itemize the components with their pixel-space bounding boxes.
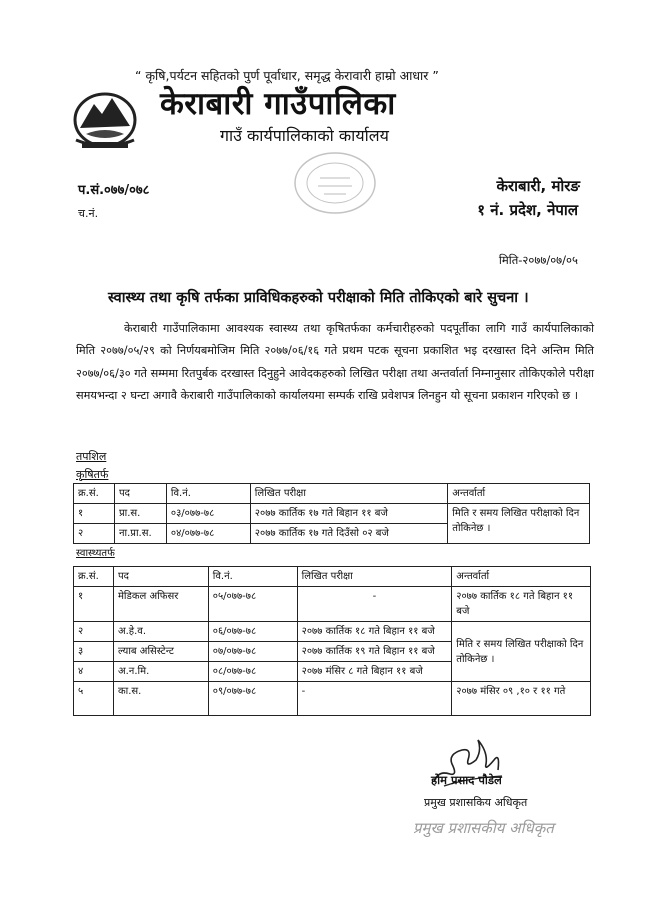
cell-interview: मिति र समय लिखित परीक्षाको दिन तोकिनेछ ।	[452, 622, 591, 682]
col-header-written-exam: लिखित परीक्षा	[250, 484, 447, 504]
table-row	[74, 622, 591, 642]
cell-ad-no: ०५/०७७-७८	[208, 587, 297, 622]
cell-sn: ३	[74, 642, 114, 662]
cell-written-exam: २०७७ कार्तिक १९ गते बिहान ११ बजे	[297, 642, 452, 662]
office-stamp-icon	[290, 148, 380, 218]
col-header-post: पद	[114, 484, 166, 504]
cell-sn: ५	[74, 682, 114, 716]
cell-written-exam: -	[297, 682, 452, 716]
agriculture-section-label: कृषितर्फ	[76, 468, 109, 481]
col-header-written-exam: लिखित परीक्षा	[297, 567, 452, 587]
table-header-row	[74, 484, 590, 504]
col-header-interview: अन्तर्वार्ता	[452, 567, 591, 587]
notice-heading: स्वास्थ्य तथा कृषि तर्फका प्राविधिकहरुको परीक्षाको मिति तोकिएको बारे सुचना ।	[108, 290, 529, 306]
province-label: १ नं. प्रदेश, नेपाल	[477, 201, 578, 219]
cell-interview: मिति र समय लिखित परीक्षाको दिन तोकिनेछ ।	[448, 504, 590, 544]
col-header-ad-no: वि.नं.	[208, 567, 297, 587]
cell-post: अ.हे.व.	[113, 622, 208, 642]
col-header-sn: क्र.सं.	[74, 484, 115, 504]
table-row	[74, 587, 591, 622]
motto: “ कृषि,पर्यटन सहितको पुर्ण पूर्वाधार, समृद्ध केरावारी हाम्रो आधार ”	[135, 68, 439, 83]
page-title: केराबारी गाउँपालिका	[160, 86, 396, 122]
cell-written-exam: २०७७ कार्तिक १८ गते बिहान ११ बजे	[297, 622, 452, 642]
col-header-interview: अन्तर्वार्ता	[448, 484, 590, 504]
table-row	[74, 682, 591, 716]
agriculture-table	[73, 483, 590, 544]
notice-date: मिति-२०७७/०७/०५	[498, 253, 578, 267]
cell-written-exam: -	[297, 587, 452, 622]
col-header-sn: क्र.सं.	[74, 567, 114, 587]
signer-name: होम प्रसाद पौडेल	[431, 773, 502, 787]
signer-designation: प्रमुख प्रशासकिय अधिकृत	[424, 796, 528, 809]
reference-number: प.सं.०७७/०७८	[78, 183, 150, 198]
cell-post: का.स.	[113, 682, 208, 716]
cell-interview: २०७७ मंसिर ०९ ,१० र ११ गते	[452, 682, 591, 716]
table-header-row	[74, 567, 591, 587]
notice-body	[76, 318, 594, 408]
details-label: तपशिल	[76, 450, 107, 463]
cell-post: ना.प्रा.स.	[114, 524, 166, 544]
cell-sn: १	[74, 587, 114, 622]
health-section-label: स्वास्थ्यतर्फ	[76, 548, 115, 559]
cell-written-exam: २०७७ कार्तिक १७ गते बिहान ११ बजे	[250, 504, 447, 524]
cell-written-exam: २०७७ मंसिर ८ गते बिहान ११ बजे	[297, 662, 452, 682]
designation-stamp: प्रमुख प्रशासकीय अधिकृत	[413, 819, 554, 837]
cell-ad-no: ०७/०७७-७८	[208, 642, 297, 662]
cell-ad-no: ०९/०७७-७८	[208, 682, 297, 716]
office-location: केराबारी, मोरङ	[496, 177, 580, 195]
cell-written-exam: २०७७ कार्तिक १७ गते दिउँसो ०२ बजे	[250, 524, 447, 544]
notice-body-text: केराबारी गाउँपालिकामा आवश्यक स्वास्थ्य तथा कृषितर्फका कर्मचारीहरुको पदपूर्तीका लागि गाउँ कार्यपालिकाको मिति २०७७/०५/२९ को निर्णयबमोजिम मिति २०७७/०६/१६ गते प्रथम पटक सूचना प्रकाशित भइ दरखास्त दिने अन्तिम मिति २०७७/०६/३० गते सम्ममा रितपुर्बक दरखास्त दिनुहुने आवेदकहरुको लिखित परीक्षा तथा अन्तर्वार्ता निम्नानुसार तोकिएकोले परीक्षा समयभन्दा २ घन्टा अगावै केराबारी गाउँपालिकाको कार्यालयमा सम्पर्क राखि प्रवेशपत्र लिनहुन यो सूचना प्रकाशन गरिएको छ ।	[76, 322, 595, 403]
cell-sn: २	[74, 524, 115, 544]
cell-post: ल्याब असिस्टेन्ट	[113, 642, 208, 662]
cell-post: प्रा.स.	[114, 504, 166, 524]
cell-sn: १	[74, 504, 115, 524]
nepal-emblem-icon	[72, 90, 138, 152]
col-header-ad-no: वि.नं.	[166, 484, 250, 504]
health-table	[73, 566, 591, 716]
dispatch-number: च.नं.	[78, 207, 99, 220]
cell-interview: २०७७ कार्तिक १८ गते बिहान ११ बजे	[452, 587, 591, 622]
cell-ad-no: ०८/०७७-७८	[208, 662, 297, 682]
cell-ad-no: ०३/०७७-७८	[166, 504, 250, 524]
cell-ad-no: ०४/०७७-७८	[166, 524, 250, 544]
col-header-post: पद	[113, 567, 208, 587]
cell-ad-no: ०६/०७७-७८	[208, 622, 297, 642]
cell-post: अ.न.मि.	[113, 662, 208, 682]
office-subtitle: गाउँ कार्यपालिकाको कार्यालय	[220, 126, 389, 145]
table-row	[74, 504, 590, 524]
cell-post: मेडिकल अफिसर	[113, 587, 208, 622]
cell-sn: ४	[74, 662, 114, 682]
cell-sn: २	[74, 622, 114, 642]
